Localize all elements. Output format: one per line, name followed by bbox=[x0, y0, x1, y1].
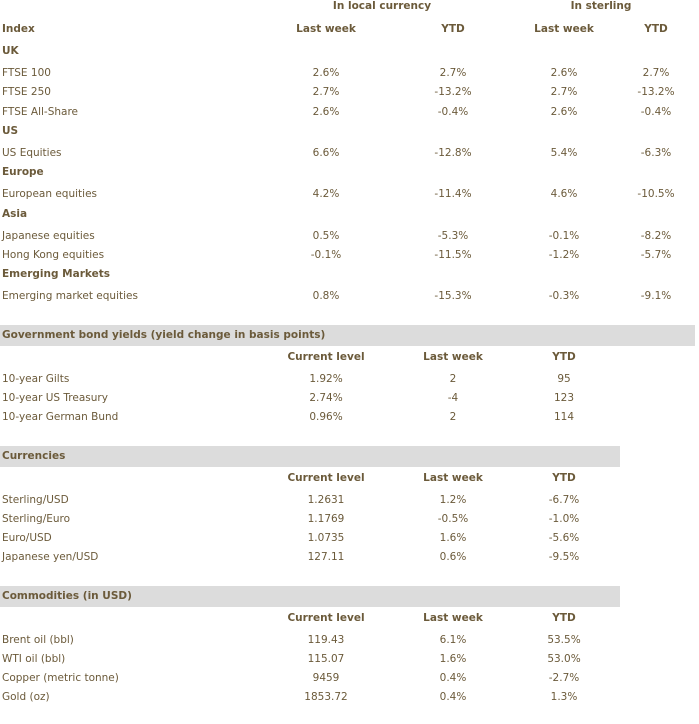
cell-gbp-week: 5.4% bbox=[550, 147, 578, 159]
column-header-local-ytd: YTD bbox=[441, 23, 465, 35]
cell-week: 1.6% bbox=[439, 653, 467, 665]
cell-level: 1.1769 bbox=[307, 513, 345, 525]
cell-week: 1.2% bbox=[439, 494, 467, 506]
cell-local-week: 0.8% bbox=[312, 290, 340, 302]
cell-local-ytd: -11.4% bbox=[434, 188, 472, 200]
cell-ytd: 53.5% bbox=[547, 634, 581, 646]
column-header-local-week: Last week bbox=[296, 23, 356, 35]
cell-gbp-week: 2.6% bbox=[550, 67, 578, 79]
cell-level: 115.07 bbox=[307, 653, 345, 665]
row-name: 10-year Gilts bbox=[2, 373, 70, 385]
cell-gbp-week: -0.3% bbox=[548, 290, 580, 302]
cell-week: -4 bbox=[447, 392, 459, 404]
cell-week: 6.1% bbox=[439, 634, 467, 646]
cell-level: 119.43 bbox=[307, 634, 345, 646]
cell-gbp-ytd: 2.7% bbox=[642, 67, 670, 79]
row-name: Japanese equities bbox=[2, 230, 95, 242]
cell-local-week: 6.6% bbox=[312, 147, 340, 159]
currencies-title: Currencies bbox=[2, 450, 66, 462]
section-title: UK bbox=[2, 45, 19, 57]
cell-ytd: 53.0% bbox=[547, 653, 581, 665]
cell-week: 2 bbox=[449, 411, 457, 423]
currencies-header-level: Current level bbox=[287, 472, 365, 484]
commodities-header-ytd: YTD bbox=[552, 612, 576, 624]
bonds-title: Government bond yields (yield change in basis points) bbox=[2, 329, 326, 341]
cell-gbp-ytd: -10.5% bbox=[637, 188, 675, 200]
row-name: 10-year US Treasury bbox=[2, 392, 108, 404]
cell-local-ytd: -0.4% bbox=[437, 106, 469, 118]
cell-local-ytd: -11.5% bbox=[434, 249, 472, 261]
cell-local-week: -0.1% bbox=[310, 249, 342, 261]
cell-local-week: 2.6% bbox=[312, 67, 340, 79]
commodities-header-level: Current level bbox=[287, 612, 365, 624]
column-header-index: Index bbox=[2, 23, 35, 35]
cell-ytd: -2.7% bbox=[548, 672, 580, 684]
cell-local-week: 2.7% bbox=[312, 86, 340, 98]
currencies-header-week: Last week bbox=[423, 472, 483, 484]
cell-level: 0.96% bbox=[309, 411, 343, 423]
row-name: FTSE 100 bbox=[2, 67, 51, 79]
cell-week: 0.6% bbox=[439, 551, 467, 563]
row-name: European equities bbox=[2, 188, 98, 200]
cell-local-ytd: 2.7% bbox=[439, 67, 467, 79]
cell-week: 2 bbox=[449, 373, 457, 385]
row-name: Sterling/Euro bbox=[2, 513, 71, 525]
cell-ytd: 1.3% bbox=[550, 691, 578, 703]
cell-ytd: -6.7% bbox=[548, 494, 580, 506]
cell-week: 1.6% bbox=[439, 532, 467, 544]
cell-gbp-ytd: -9.1% bbox=[640, 290, 672, 302]
cell-ytd: -5.6% bbox=[548, 532, 580, 544]
cell-week: 0.4% bbox=[439, 672, 467, 684]
cell-gbp-ytd: -13.2% bbox=[637, 86, 675, 98]
row-name: Brent oil (bbl) bbox=[2, 634, 74, 646]
row-name: Japanese yen/USD bbox=[2, 551, 99, 563]
cell-ytd: 114 bbox=[553, 411, 575, 423]
row-name: 10-year German Bund bbox=[2, 411, 119, 423]
cell-local-week: 0.5% bbox=[312, 230, 340, 242]
section-title: US bbox=[2, 125, 19, 137]
row-name: WTI oil (bbl) bbox=[2, 653, 66, 665]
cell-level: 1.2631 bbox=[307, 494, 345, 506]
cell-gbp-ytd: -8.2% bbox=[640, 230, 672, 242]
cell-ytd: -1.0% bbox=[548, 513, 580, 525]
section-title: Europe bbox=[2, 166, 44, 178]
cell-local-ytd: -15.3% bbox=[434, 290, 472, 302]
cell-level: 127.11 bbox=[307, 551, 345, 563]
cell-gbp-ytd: -6.3% bbox=[640, 147, 672, 159]
cell-level: 9459 bbox=[312, 672, 340, 684]
cell-ytd: -9.5% bbox=[548, 551, 580, 563]
cell-gbp-week: 2.6% bbox=[550, 106, 578, 118]
cell-gbp-ytd: -5.7% bbox=[640, 249, 672, 261]
cell-level: 1.0735 bbox=[307, 532, 345, 544]
row-name: Gold (oz) bbox=[2, 691, 50, 703]
group-header-sterling: In sterling bbox=[570, 0, 632, 12]
cell-week: 0.4% bbox=[439, 691, 467, 703]
row-name: Hong Kong equities bbox=[2, 249, 105, 261]
cell-local-ytd: -12.8% bbox=[434, 147, 472, 159]
cell-local-ytd: -13.2% bbox=[434, 86, 472, 98]
row-name: Sterling/USD bbox=[2, 494, 69, 506]
row-name: FTSE All-Share bbox=[2, 106, 79, 118]
cell-local-week: 4.2% bbox=[312, 188, 340, 200]
cell-local-week: 2.6% bbox=[312, 106, 340, 118]
row-name: US Equities bbox=[2, 147, 62, 159]
commodities-title: Commodities (in USD) bbox=[2, 590, 132, 602]
cell-gbp-week: -1.2% bbox=[548, 249, 580, 261]
group-header-local: In local currency bbox=[332, 0, 432, 12]
currencies-title-band bbox=[0, 446, 620, 467]
bonds-header-week: Last week bbox=[423, 351, 483, 363]
bonds-header-ytd: YTD bbox=[552, 351, 576, 363]
cell-level: 2.74% bbox=[309, 392, 343, 404]
cell-level: 1.92% bbox=[309, 373, 343, 385]
currencies-header-ytd: YTD bbox=[552, 472, 576, 484]
cell-ytd: 123 bbox=[553, 392, 575, 404]
bonds-header-level: Current level bbox=[287, 351, 365, 363]
section-title: Asia bbox=[2, 208, 28, 220]
row-name: Copper (metric tonne) bbox=[2, 672, 119, 684]
cell-level: 1853.72 bbox=[304, 691, 348, 703]
cell-ytd: 95 bbox=[557, 373, 571, 385]
cell-gbp-week: -0.1% bbox=[548, 230, 580, 242]
column-header-gbp-ytd: YTD bbox=[644, 23, 668, 35]
row-name: Emerging market equities bbox=[2, 290, 138, 302]
cell-local-ytd: -5.3% bbox=[437, 230, 469, 242]
row-name: Euro/USD bbox=[2, 532, 52, 544]
row-name: FTSE 250 bbox=[2, 86, 51, 98]
cell-gbp-week: 4.6% bbox=[550, 188, 578, 200]
commodities-header-week: Last week bbox=[423, 612, 483, 624]
cell-gbp-week: 2.7% bbox=[550, 86, 578, 98]
cell-week: -0.5% bbox=[437, 513, 469, 525]
column-header-gbp-week: Last week bbox=[534, 23, 594, 35]
section-title: Emerging Markets bbox=[2, 268, 110, 280]
cell-gbp-ytd: -0.4% bbox=[640, 106, 672, 118]
